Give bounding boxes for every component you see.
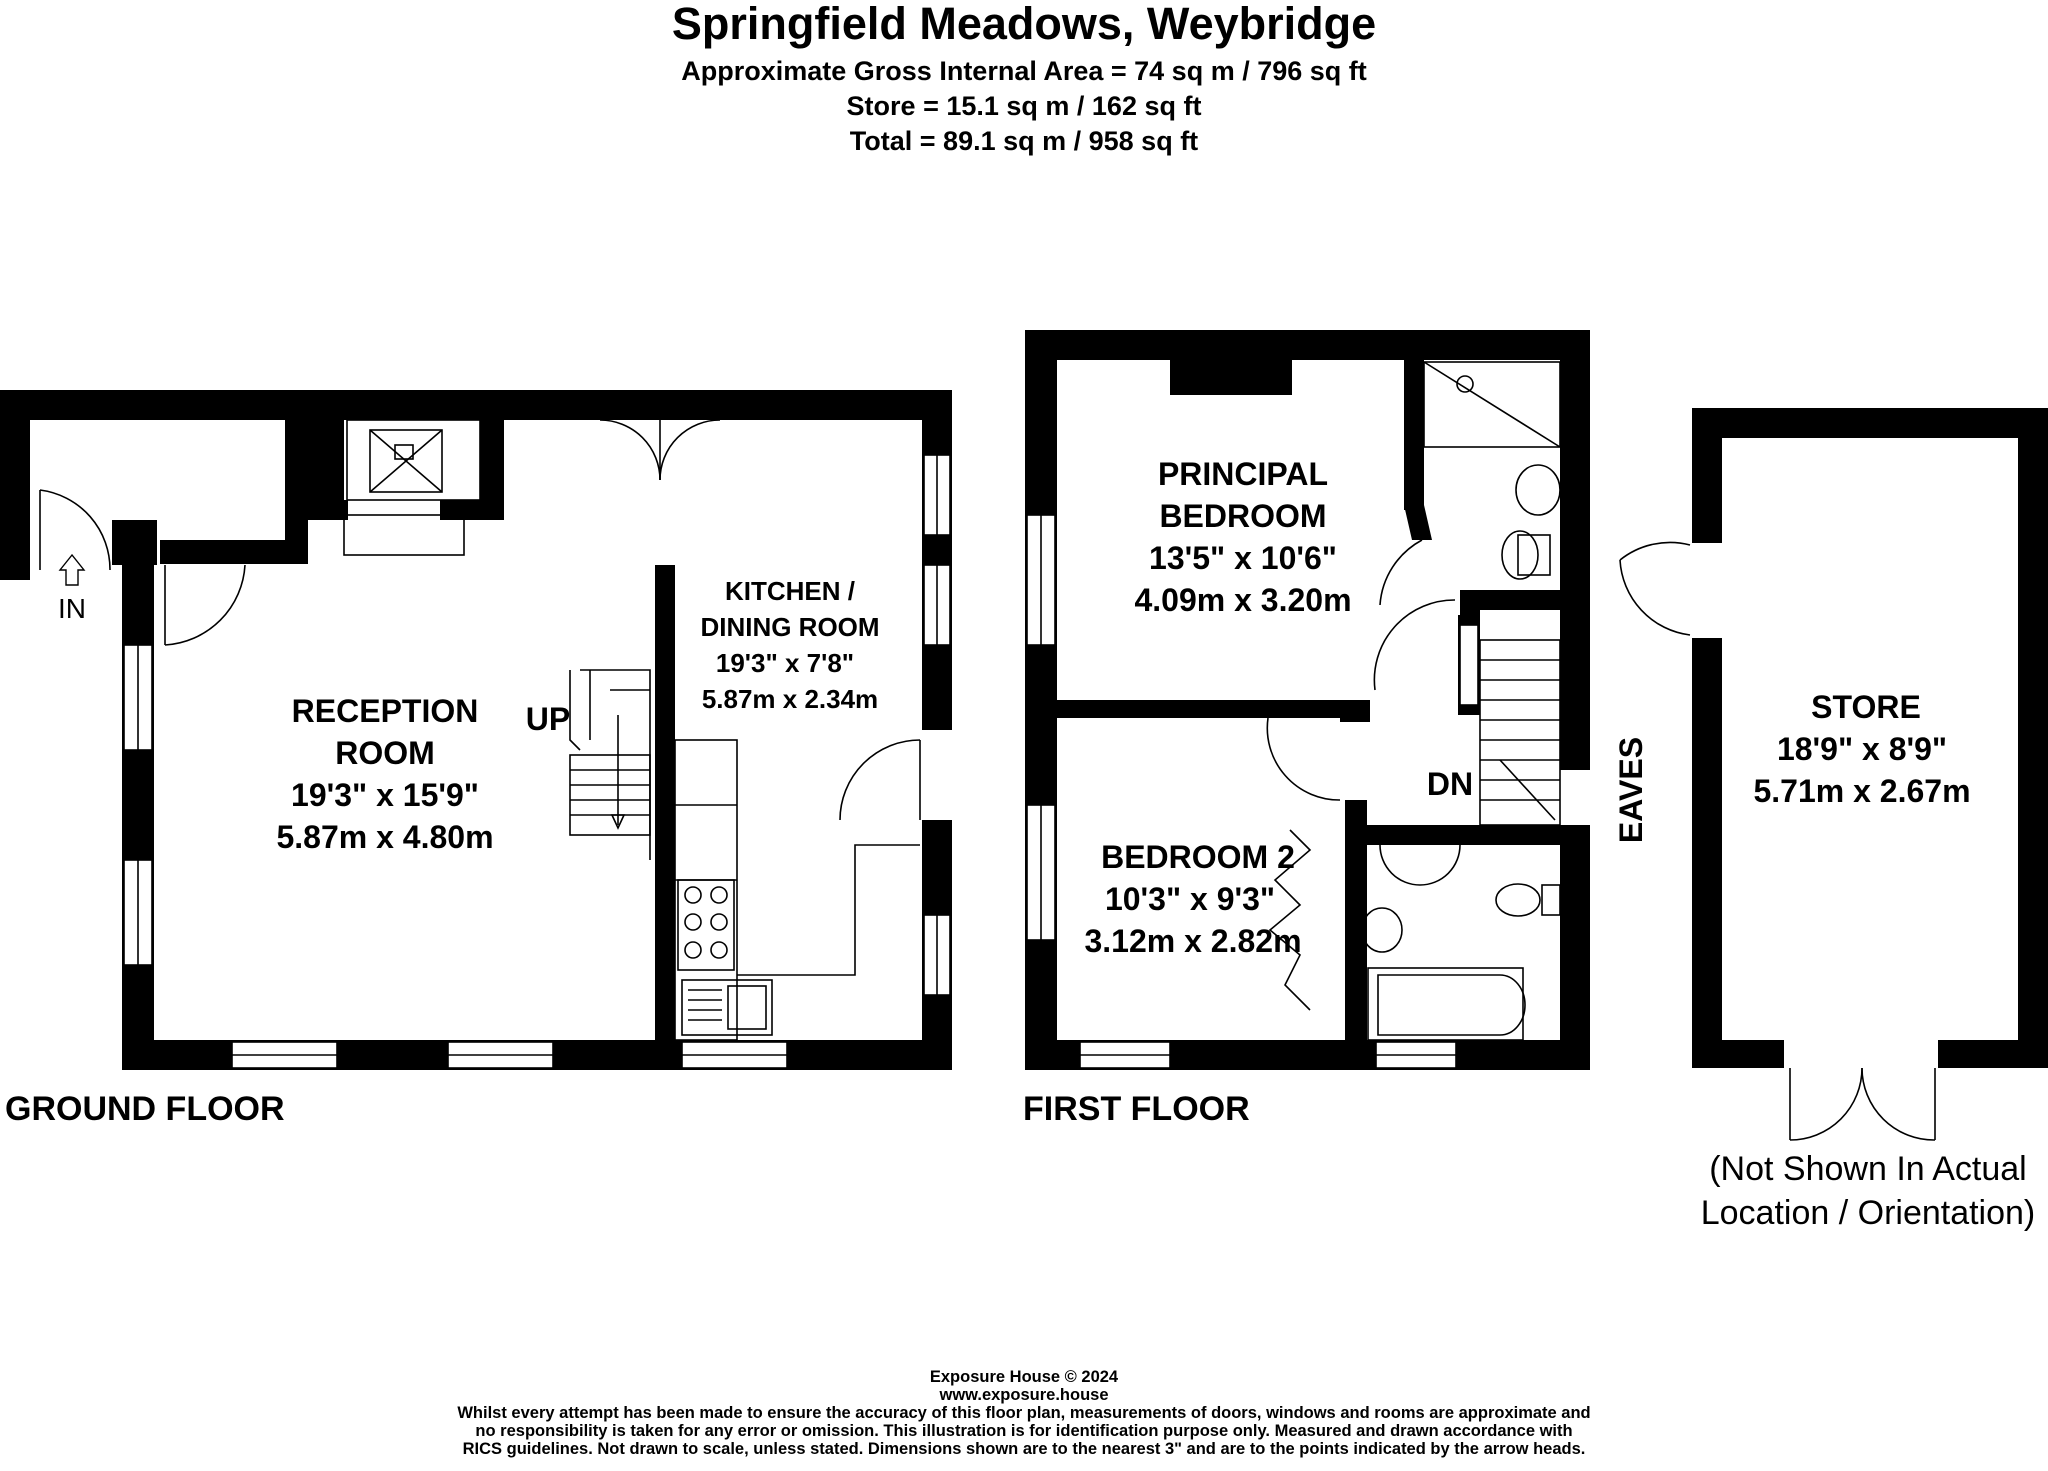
ground-stairs-label: UP (525, 701, 571, 737)
kitchen-metric: 5.87m x 2.34m (701, 684, 879, 714)
bedroom2-imperial: 10'3" x 9'3" (1104, 881, 1276, 917)
store-imperial: 18'9" x 8'9" (1776, 731, 1948, 767)
principal-metric: 4.09m x 3.20m (1134, 582, 1352, 618)
first-stairs-label: DN (1426, 766, 1474, 802)
store-area-line: Store = 15.1 sq m / 162 sq ft (846, 91, 1202, 121)
bathroom-fixtures (1362, 884, 1560, 1040)
area-line: Approximate Gross Internal Area = 74 sq m / 796 sq ft (681, 56, 1367, 86)
footer-disclaimer-1: Whilst every attempt has been made to ensure the accuracy of this floor plan, measurements of doors, windows and rooms are approximate and (457, 1404, 1591, 1422)
store-note-2: Location / Orientation) (1700, 1194, 2036, 1232)
reception-name-1: RECEPTION (291, 693, 479, 729)
principal-name-1: PRINCIPAL (1157, 456, 1329, 492)
footer-website: www.exposure.house (939, 1386, 1109, 1404)
store-metric: 5.71m x 2.67m (1753, 773, 1971, 809)
kitchen-fittings (675, 740, 920, 1040)
entrance-arrow-icon (60, 555, 84, 585)
entrance-label: IN (58, 593, 86, 624)
total-area-line: Total = 89.1 sq m / 958 sq ft (849, 126, 1199, 156)
principal-imperial: 13'5" x 10'6" (1149, 540, 1337, 576)
bedroom2-name: BEDROOM 2 (1101, 839, 1295, 875)
footer-copyright: Exposure House © 2024 (929, 1368, 1119, 1386)
ground-floor-stairs (570, 670, 650, 860)
store-note-1: (Not Shown In Actual (1709, 1150, 2027, 1188)
footer-disclaimer-3: RICS guidelines. Not drawn to scale, unless stated. Dimensions shown are to the nearest 3" and are to the points indicated by the arrow heads. (462, 1440, 1586, 1458)
footer-disclaimer-2: no responsibility is taken for any error or omission. This illustration is for identification purpose only. Measured and drawn accordance with (475, 1422, 1573, 1440)
reception-metric: 5.87m x 4.80m (276, 819, 494, 855)
kitchen-imperial: 19'3" x 7'8" (715, 648, 855, 678)
store-name: STORE (1811, 689, 1921, 725)
bedroom2-metric: 3.12m x 2.82m (1084, 923, 1302, 959)
fireplace (344, 420, 480, 555)
kitchen-name-2: DINING ROOM (700, 612, 880, 642)
reception-name-2: ROOM (335, 735, 435, 771)
kitchen-name-1: KITCHEN / (725, 576, 855, 606)
ensuite-fixtures (1424, 362, 1560, 579)
reception-imperial: 19'3" x 15'9" (291, 777, 479, 813)
plan-title: Springfield Meadows, Weybridge (671, 0, 1377, 49)
principal-name-2: BEDROOM (1159, 498, 1327, 534)
eaves-label: EAVES (1613, 736, 1649, 844)
ground-floor-label: GROUND FLOOR (5, 1090, 285, 1128)
first-floor-label: FIRST FLOOR (1023, 1090, 1250, 1128)
first-floor-stairs (1480, 640, 1560, 825)
